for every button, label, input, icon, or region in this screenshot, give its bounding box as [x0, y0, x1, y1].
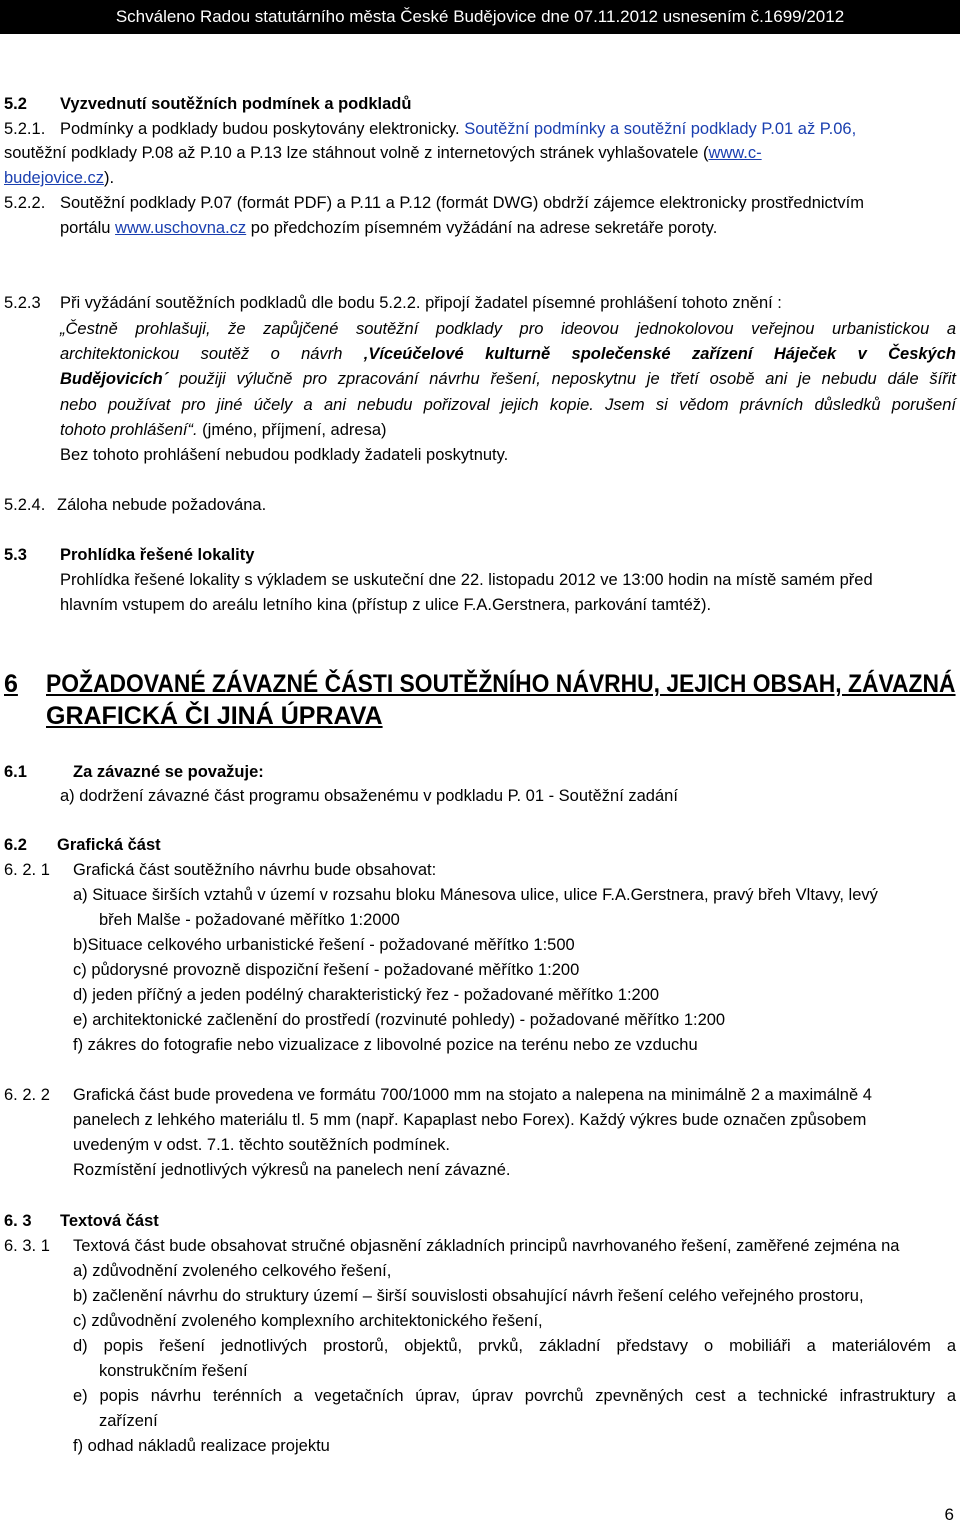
para-5-2-3-end: Bez tohoto prohlášení nebudou podklady žadateli poskytnuty. — [60, 446, 509, 464]
declaration-line5 — [60, 419, 387, 441]
para-5-2-1-line3 — [4, 167, 114, 189]
graphic-item-c: c) půdorysné provozně dispoziční řešení - požadované měřítko 1:200 — [73, 961, 580, 979]
text-item-f: f) odhad nákladů realizace projektu — [73, 1437, 330, 1455]
para-6-2-2-line3: uvedeným v odst. 7.1. těchto soutěžních podmínek. — [73, 1136, 450, 1154]
para-6-2-2-number: 6. 2. 2 — [4, 1086, 50, 1104]
declaration-text-5a: tohoto prohlášení“. — [60, 421, 198, 439]
para-5-2-1-line1 — [60, 118, 856, 140]
declaration-line1: „Čestně prohlašuji, že zapůjčené soutěžní podklady pro ideovou jednokolovou veřejnou urbanistickou a — [60, 320, 956, 338]
link-c-budejovice-part1[interactable]: www.c- — [708, 144, 762, 162]
section-6-2-title: Grafická část — [57, 836, 161, 854]
text-item-d-line2: konstrukčním řešení — [99, 1362, 248, 1380]
para-5-2-2-text-b: portálu — [60, 219, 116, 237]
page-number: 6 — [944, 1505, 954, 1524]
para-5-2-2-line1: Soutěžní podklady P.07 (formát PDF) a P.11 a P.12 (formát DWG) obdrží zájemce elektronicky prostřednictvím — [60, 194, 864, 212]
text-item-c: c) zdůvodnění zvoleného komplexního architektonického řešení, — [73, 1312, 543, 1330]
para-5-2-1-text-b: Soutěžní podmínky a soutěžní podklady P.01 až P.06, — [464, 120, 857, 138]
declaration-text-5b: (jméno, příjmení, adresa) — [197, 421, 387, 439]
section-6-2-number: 6.2 — [4, 836, 27, 854]
section-5-3-title: Prohlídka řešené lokality — [60, 546, 255, 564]
graphic-item-e: e) architektonické začlenění do prostředí (rozvinuté pohledy) - požadované měřítko 1:200 — [73, 1011, 726, 1029]
para-5-2-1-text-a: Podmínky a podklady budou poskytovány elektronicky. — [60, 120, 460, 138]
chapter-6-number: 6 — [4, 670, 18, 698]
text-item-e-line1: e) popis návrhu terénních a vegetačních úprav, úprav povrchů zpevněných cest a technické infrastruktury a — [73, 1387, 956, 1405]
section-6-1-item-a: a) dodržení závazné část programu obsaženému v podkladu P. 01 - Soutěžní zadání — [60, 787, 678, 805]
declaration-line2 — [60, 343, 956, 365]
para-6-2-2-line4: Rozmístění jednotlivých výkresů na panelech není závazné. — [73, 1161, 511, 1179]
section-5-2-number: 5.2 — [4, 95, 27, 113]
para-5-2-1-line2 — [4, 142, 762, 164]
para-6-3-1-text: Textová část bude obsahovat stručné objasnění základních principů navrhovaného řešení, zaměřené zejména na — [73, 1237, 900, 1255]
section-5-3-line1: Prohlídka řešené lokality s výkladem se uskuteční dne 22. listopadu 2012 ve 13:00 hodin na místě samém před — [60, 571, 873, 589]
section-6-3-title: Textová část — [60, 1212, 159, 1230]
chapter-6-title-line1: POŽADOVANÉ ZÁVAZNÉ ČÁSTI SOUTĚŽNÍHO NÁVRHU, JEJICH OBSAH, ZÁVAZNÁ — [46, 670, 956, 698]
para-5-2-2-text-c: po předchozím písemném vyžádání na adrese sekretáře poroty. — [246, 219, 718, 237]
declaration-text-2a: architektonickou soutěž o návrh — [60, 345, 364, 363]
link-uschovna[interactable]: www.uschovna.cz — [115, 219, 247, 237]
section-5-3-line2: hlavním vstupem do areálu letního kina (přístup z ulice F.A.Gerstnera, parkování tamtéž). — [60, 596, 712, 614]
graphic-item-a-line1: a) Situace širších vztahů v území v rozsahu bloku Mánesova ulice, ulice F.A.Gerstnera, pravý břeh Vltavy, levý — [73, 886, 878, 904]
graphic-item-a-line2: břeh Malše - požadované měřítko 1:2000 — [99, 911, 400, 929]
graphic-item-f: f) zákres do fotografie nebo vizualizace z libovolné pozice na terénu nebo ze vzduchu — [73, 1036, 698, 1054]
page-header: Schváleno Radou statutárního města České Budějovice dne 07.11.2012 usnesením č.1699/2012 — [0, 0, 960, 34]
para-5-2-4-number: 5.2.4. — [4, 496, 46, 514]
declaration-project-name: ‚Víceúčelové kulturně společenské zařízení Háječek v Českých — [363, 345, 956, 363]
section-6-1-title: Za závazné se považuje: — [73, 763, 264, 781]
para-6-2-1-text: Grafická část soutěžního návrhu bude obsahovat: — [73, 861, 437, 879]
declaration-project-city: Budějovicích´ — [60, 370, 169, 388]
text-item-d-line1: d) popis řešení jednotlivých prostorů, objektů, prvků, základní představy o mobiliáři a materiálovém a — [73, 1337, 956, 1355]
para-6-3-1-number: 6. 3. 1 — [4, 1237, 50, 1255]
text-item-a: a) zdůvodnění zvoleného celkového řešení, — [73, 1262, 392, 1280]
declaration-text-3b: použiji výlučně pro zpracování návrhu řešení, neposkytnu je třetí osobě ani je nebudu dále šířit — [168, 370, 956, 388]
text-item-e-line2: zařízení — [99, 1412, 158, 1430]
para-5-2-2-number: 5.2.2. — [4, 194, 46, 212]
declaration-line4: nebo používat pro jiné účely a ani nebudu pořizoval jejich kopie. Jsem si vědom právních důsledků porušení — [60, 396, 956, 414]
para-6-2-1-number: 6. 2. 1 — [4, 861, 50, 879]
para-5-2-1-end: ). — [103, 169, 115, 187]
chapter-6-title-line2: GRAFICKÁ ČI JINÁ ÚPRAVA — [46, 702, 383, 730]
section-6-3-number: 6. 3 — [4, 1212, 32, 1230]
graphic-item-b: b)Situace celkového urbanistické řešení - požadované měřítko 1:500 — [73, 936, 575, 954]
para-5-2-3-line1: Při vyžádání soutěžních podkladů dle bodu 5.2.2. připojí žadatel písemné prohlášení tohoto znění : — [60, 294, 782, 312]
link-c-budejovice-part2[interactable]: budejovice.cz — [4, 169, 104, 187]
section-6-1-number: 6.1 — [4, 763, 27, 781]
text-item-b: b) začlenění návrhu do struktury území – širší souvislosti obsahující návrh řešení celého veřejného prostoru, — [73, 1287, 864, 1305]
section-5-3-number: 5.3 — [4, 546, 27, 564]
para-6-2-2-line2: panelech z lehkého materiálu tl. 5 mm (např. Kapaplast nebo Forex). Každý výkres bude označen způsobem — [73, 1111, 867, 1129]
declaration-line3 — [60, 368, 956, 390]
para-5-2-1-text-c: soutěžní podklady P.08 až P.10 a P.13 lze stáhnout volně z internetových stránek vyhlašovatele ( — [4, 144, 709, 162]
para-6-2-2-line1: Grafická část bude provedena ve formátu 700/1000 mm na stojato a nalepena na minimálně 2 a maximálně 4 — [73, 1086, 872, 1104]
para-5-2-2-line2 — [60, 217, 717, 239]
para-5-2-1-number: 5.2.1. — [4, 120, 46, 138]
para-5-2-3-number: 5.2.3 — [4, 294, 41, 312]
section-5-2-title: Vyzvednutí soutěžních podmínek a podkladů — [60, 95, 412, 113]
graphic-item-d: d) jeden příčný a jeden podélný charakteristický řez - požadované měřítko 1:200 — [73, 986, 660, 1004]
para-5-2-4-text: Záloha nebude požadována. — [57, 496, 267, 514]
